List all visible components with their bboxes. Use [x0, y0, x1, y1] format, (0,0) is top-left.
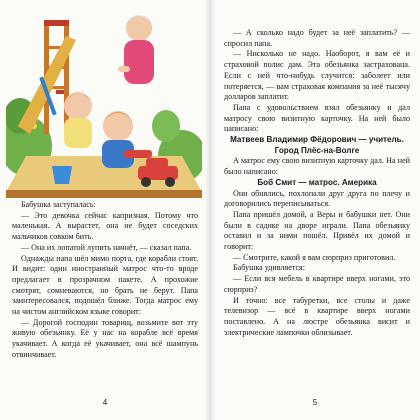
paragraph: Папа с удовольствием взял обезьянку и дал матросу свою визитную карточку. На ней было написано:	[224, 102, 410, 134]
page-number: 5	[312, 398, 318, 407]
bucket	[52, 166, 72, 184]
business-card-text: Боб Смит — матрос. Америка	[257, 177, 377, 187]
slide	[18, 20, 76, 134]
business-card-text: Матвеев Владимир Фёдорович — учитель. Город Плёс-на-Волге	[230, 135, 404, 155]
right-page	[210, 0, 420, 420]
paragraph: — Дорогой господин товарищ, возьмите вот эту живую обезьянку. Её у нас на корабле всё время укачивает. А когда её укачивает, она всё шампунь отвинчивает.	[12, 317, 198, 359]
paragraph: — А сколько надо будет за неё заплатить? — спросил папа.	[224, 28, 410, 48]
page-number: 4	[102, 398, 108, 407]
paragraph: — Она их лопатой лупить начнёт, — сказал папа.	[21, 242, 192, 252]
paragraph: — Нисколько не надо. Наоборот, я вам её и страховой полис дам. Эта обезьянка застрахована. Если с ней что-нибудь случится: заболеет или потеряется, — вам страховая компания за неё тысячу долларов заплатит.	[224, 49, 410, 102]
right-page-text	[224, 28, 410, 338]
paragraph: — Это девочка сейчас капризная. Потому что маленькая. А вырастет, она не будет соседских мальчиков совком бить.	[12, 210, 198, 242]
paragraph: Бабушка заступалась:	[21, 200, 96, 209]
paragraph: А матрос ему свою визитную карточку дал. На ней было написано:	[224, 156, 410, 177]
paragraph: Они обнялись, похлопали друг друга по плечу и договорились переписываться.	[224, 188, 410, 209]
grandmother-figure	[118, 15, 154, 84]
paragraph: Папа пришёл домой, а Веры и бабушки нет. Они были в садике на дворе играли. Папа обезьянку оставил и за ними пошёл. Привёл их домой и говорит:	[224, 209, 410, 252]
paragraph: Бабушка удивляется:	[233, 263, 306, 273]
paragraph: — Смотрите, какой я вам сюрприз приготовил.	[233, 252, 396, 262]
paragraph: Однажды папа шёл мимо порта, где корабли стоят. И видит: один иностранный матрос что-то вроде предлагает в прозрачном пакете. А прохожие смотрят, сомневаются, но брать не берут. Папа заинтересовался, подошёл ближе. Тогда матрос ему на чистом английском языке говорит:	[12, 253, 198, 317]
paragraph: И точно: все табуретки, все столы и даже телевизор — всё в квартире вверх ногами поставлено. А на люстре обезьянка висит и электрические лампочки облизывает.	[224, 295, 410, 337]
left-page-text	[12, 200, 198, 361]
playground-illustration	[6, 6, 202, 198]
paragraph: — Если вся мебель в квартире вверх ногами, это сюрприз?	[224, 274, 410, 294]
